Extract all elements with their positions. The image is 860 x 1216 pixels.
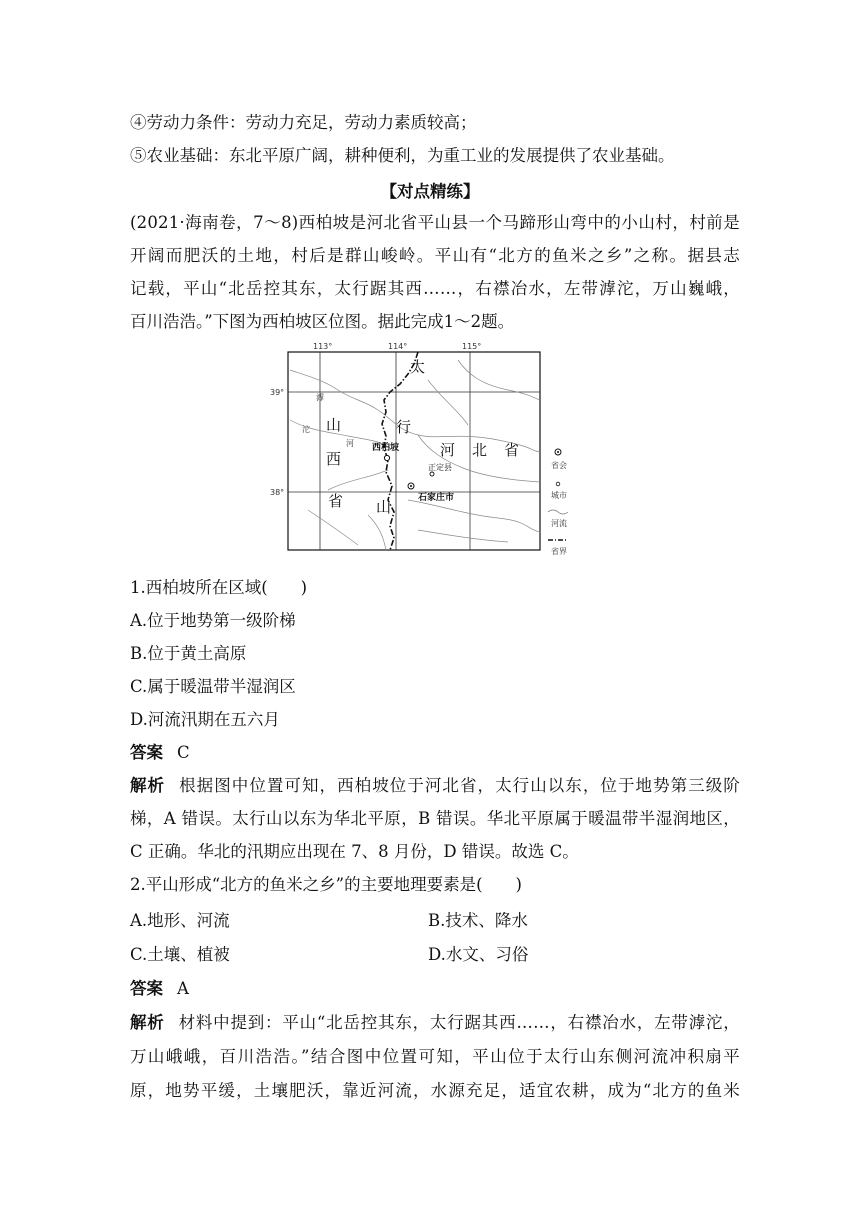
analysis-line: 梯，A 错误。太行山以东为华北平原，B 错误。华北平原属于暖温带半湿润地区， bbox=[130, 809, 740, 828]
option: D.水文、习俗 bbox=[428, 945, 529, 964]
city-label-shijiazhuang: 石家庄市 bbox=[418, 493, 455, 503]
option: C.土壤、植被 bbox=[130, 945, 230, 964]
answer-value: C bbox=[177, 743, 190, 762]
label-xi: 西 bbox=[326, 450, 342, 468]
lon-label: 114° bbox=[388, 342, 408, 351]
lon-label: 115° bbox=[462, 342, 482, 351]
answer-line bbox=[130, 742, 190, 764]
label-tai: 太 bbox=[410, 358, 426, 376]
city-label-zhengding: 正定县 bbox=[428, 463, 452, 472]
legend-label: 河流 bbox=[551, 519, 567, 528]
river-label: 河 bbox=[346, 439, 354, 448]
option: A.位于地势第一级阶梯 bbox=[130, 611, 296, 630]
map-legend bbox=[548, 449, 568, 556]
analysis-label: 解析 bbox=[130, 776, 166, 795]
label-xing: 行 bbox=[396, 418, 412, 436]
question-stem: 1.西柏坡所在区域( ) bbox=[130, 578, 308, 597]
analysis-line bbox=[130, 775, 740, 797]
analysis-line: C 正确。华北的汛期应出现在 7、8 月份，D 错误。故选 C。 bbox=[130, 842, 579, 861]
lon-label: 113° bbox=[313, 342, 333, 351]
intro-line: (2021·海南卷，7～8)西柏坡是河北省平山县一个马蹄形山弯中的小山村，村前是 bbox=[130, 213, 740, 232]
label-bei: 北 bbox=[472, 441, 488, 459]
river-label: 滹 bbox=[316, 393, 324, 402]
label-he: 河 bbox=[440, 441, 456, 459]
text-line: ⑤农业基础：东北平原广阔，耕种便利，为重工业的发展提供了农业基础。 bbox=[130, 146, 675, 165]
option: B.位于黄土高原 bbox=[130, 644, 247, 663]
legend-city-icon bbox=[556, 482, 560, 486]
label-sheng-left: 省 bbox=[328, 492, 344, 510]
answer-line bbox=[130, 978, 189, 1000]
legend-label: 省界 bbox=[551, 547, 567, 556]
lat-label: 39° bbox=[270, 388, 285, 397]
answer-value: A bbox=[177, 979, 189, 998]
legend-label: 城市 bbox=[551, 491, 567, 500]
section-title: 【对点精练】 bbox=[380, 182, 480, 201]
intro-line: 百川浩浩。”下图为西柏坡区位图。据此完成1～2题。 bbox=[130, 312, 515, 331]
city-label-xibaipo: 西柏坡 bbox=[372, 443, 400, 453]
city-marker-zhengding bbox=[430, 472, 434, 476]
option: D.河流汛期在五六月 bbox=[130, 710, 280, 729]
analysis-line: 原，地势平缓，土壤肥沃，靠近河流，水源充足，适宜农耕，成为“北方的鱼米 bbox=[130, 1081, 740, 1100]
analysis-label: 解析 bbox=[130, 1013, 165, 1032]
option: B.技术、降水 bbox=[428, 911, 528, 930]
legend-label: 省会 bbox=[551, 461, 567, 470]
option: C.属于暖温带半湿润区 bbox=[130, 677, 296, 696]
legend-river-icon bbox=[548, 510, 568, 514]
label-shan-right: 山 bbox=[376, 498, 392, 516]
analysis-text: 材料中提到：平山“北岳控其东，太行踞其西……，右襟冶水，左带滹沱， bbox=[178, 1013, 740, 1032]
question-stem: 2.平山形成“北方的鱼米之乡”的主要地理要素是( ) bbox=[130, 875, 522, 894]
intro-line: 记载，平山“北岳控其东，太行踞其西……，右襟冶水，左带滹沱，万山巍峨， bbox=[130, 279, 740, 298]
text-line: ④劳动力条件：劳动力充足，劳动力素质较高； bbox=[130, 113, 477, 132]
city-marker-xibaipo bbox=[384, 455, 389, 460]
analysis-text: 根据图中位置可知，西柏坡位于河北省，太行山以东，位于地势第三级阶 bbox=[179, 776, 740, 795]
answer-label: 答案 bbox=[130, 979, 163, 998]
label-sheng-right: 省 bbox=[504, 441, 520, 459]
option: A.地形、河流 bbox=[130, 911, 230, 930]
intro-line: 开阔而肥沃的土地，村后是群山峻岭。平山有“北方的鱼米之乡”之称。据县志 bbox=[130, 246, 740, 265]
analysis-line bbox=[130, 1012, 740, 1034]
map-figure bbox=[268, 340, 586, 568]
location-map bbox=[268, 340, 586, 568]
analysis-line: 万山峨峨，百川浩浩。”结合图中位置可知，平山位于太行山东侧河流冲积扇平 bbox=[130, 1047, 740, 1066]
answer-label: 答案 bbox=[130, 743, 163, 762]
river-label: 沱 bbox=[302, 425, 310, 434]
label-shan-left: 山 bbox=[326, 416, 342, 434]
lat-label: 38° bbox=[270, 488, 285, 497]
